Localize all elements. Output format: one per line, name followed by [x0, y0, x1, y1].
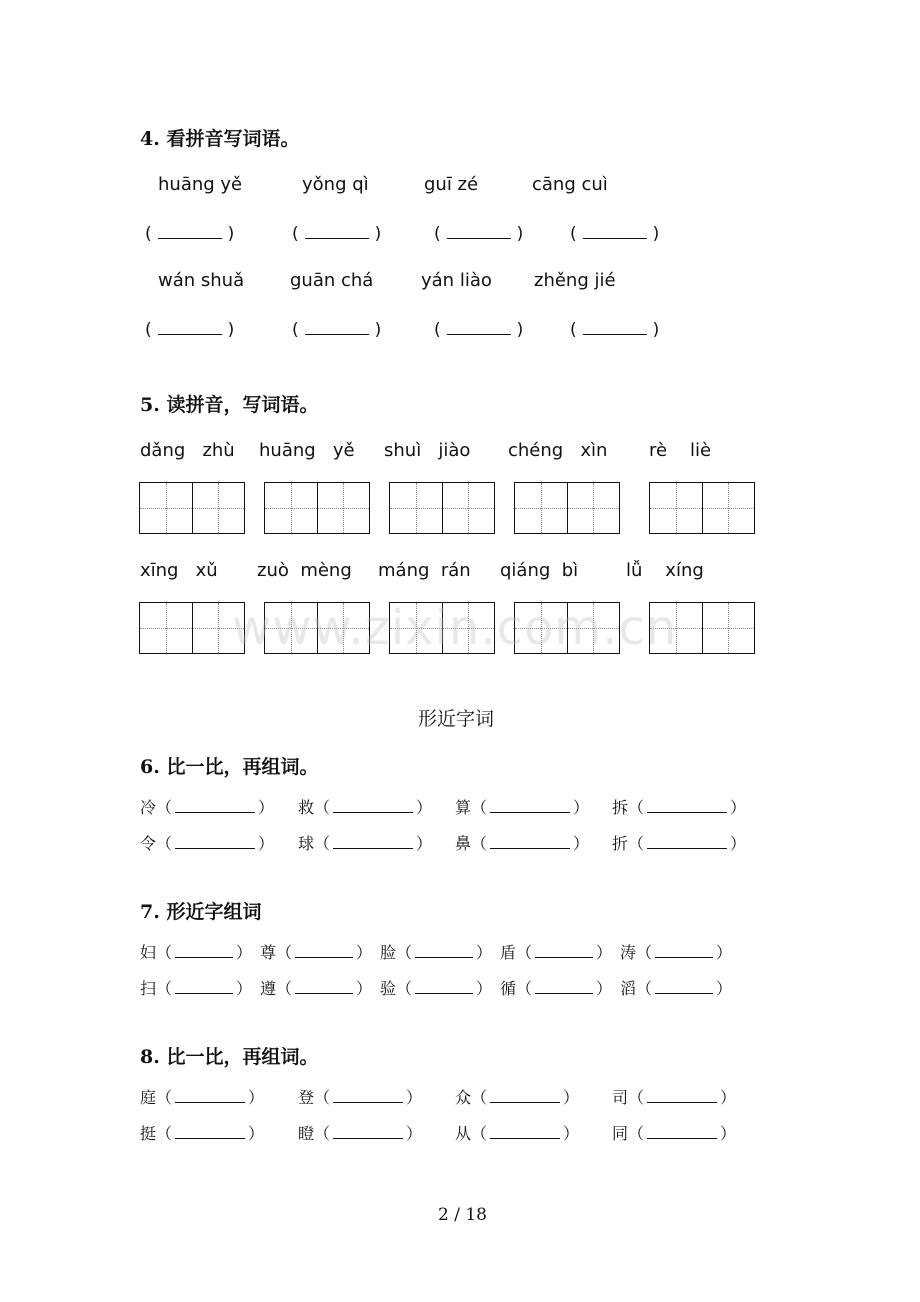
- pinyin: zuò mèng: [257, 560, 352, 581]
- char-blank[interactable]: 从（ ）: [455, 1124, 580, 1143]
- char-blank[interactable]: 验（ ）: [380, 979, 493, 998]
- q5-title: 5. 读拼音，写词语。: [140, 394, 319, 416]
- char-blank[interactable]: 涛（ ）: [620, 943, 733, 962]
- answer-blank[interactable]: ( ): [145, 224, 235, 244]
- pinyin: shuì jiào: [384, 440, 471, 461]
- char-blank[interactable]: 循（ ）: [500, 979, 613, 998]
- q7-title: 7. 形近字组词: [140, 901, 262, 923]
- char-blank[interactable]: 登（ ）: [298, 1088, 423, 1107]
- pinyin: cāng cuì: [532, 174, 608, 195]
- pinyin: dǎng zhù: [140, 440, 235, 461]
- char-blank[interactable]: 鼻（ ）: [455, 834, 590, 853]
- char-blank[interactable]: 庭（ ）: [140, 1088, 265, 1107]
- writing-grid[interactable]: [514, 482, 620, 534]
- writing-grid[interactable]: [139, 602, 245, 654]
- char-blank[interactable]: 挺（ ）: [140, 1124, 265, 1143]
- char-blank[interactable]: 众（ ）: [455, 1088, 580, 1107]
- char-blank[interactable]: 球（ ）: [298, 834, 433, 853]
- answer-blank[interactable]: ( ): [434, 224, 524, 244]
- pinyin: huāng yě: [259, 440, 355, 461]
- char-blank[interactable]: 扫（ ）: [140, 979, 253, 998]
- section-title: 形近字词: [418, 708, 495, 730]
- char-blank[interactable]: 滔（ ）: [620, 979, 733, 998]
- char-blank[interactable]: 遵（ ）: [260, 979, 373, 998]
- writing-grid[interactable]: [139, 482, 245, 534]
- writing-grid[interactable]: [264, 482, 370, 534]
- pinyin: rè liè: [649, 440, 712, 461]
- pinyin: yǒng qì: [302, 174, 369, 195]
- char-blank[interactable]: 司（ ）: [612, 1088, 737, 1107]
- pinyin: xīng xǔ: [140, 560, 218, 581]
- pinyin: guī zé: [424, 174, 479, 195]
- pinyin: chéng xìn: [508, 440, 608, 461]
- pinyin: zhěng jié: [534, 270, 616, 291]
- pinyin: lǚ xíng: [626, 560, 704, 581]
- answer-blank[interactable]: ( ): [434, 320, 524, 340]
- char-blank[interactable]: 瞪（ ）: [298, 1124, 423, 1143]
- pinyin: guān chá: [290, 270, 374, 291]
- q8-title: 8. 比一比，再组词。: [140, 1046, 319, 1068]
- char-blank[interactable]: 算（ ）: [455, 798, 590, 817]
- answer-blank[interactable]: ( ): [145, 320, 235, 340]
- char-blank[interactable]: 妇（ ）: [140, 943, 253, 962]
- q4-title: 4. 看拼音写词语。: [140, 128, 300, 150]
- char-blank[interactable]: 同（ ）: [612, 1124, 737, 1143]
- answer-blank[interactable]: ( ): [570, 224, 660, 244]
- writing-grid[interactable]: [649, 482, 755, 534]
- q6-title: 6. 比一比，再组词。: [140, 756, 319, 778]
- char-blank[interactable]: 救（ ）: [298, 798, 433, 817]
- pinyin: huāng yě: [158, 174, 243, 195]
- char-blank[interactable]: 令（ ）: [140, 834, 275, 853]
- writing-grid[interactable]: [389, 482, 495, 534]
- char-blank[interactable]: 尊（ ）: [260, 943, 373, 962]
- char-blank[interactable]: 折（ ）: [612, 834, 747, 853]
- char-blank[interactable]: 冷（ ）: [140, 798, 275, 817]
- answer-blank[interactable]: ( ): [292, 224, 382, 244]
- watermark: www.zixin.com.cn: [232, 600, 678, 656]
- char-blank[interactable]: 脸（ ）: [380, 943, 493, 962]
- answer-blank[interactable]: ( ): [292, 320, 382, 340]
- page-number: 2 / 18: [438, 1205, 487, 1225]
- pinyin: yán liào: [421, 270, 492, 291]
- pinyin: qiáng bì: [500, 560, 579, 581]
- pinyin: máng rán: [378, 560, 471, 581]
- pinyin: wán shuǎ: [158, 270, 245, 291]
- answer-blank[interactable]: ( ): [570, 320, 660, 340]
- char-blank[interactable]: 盾（ ）: [500, 943, 613, 962]
- char-blank[interactable]: 拆（ ）: [612, 798, 747, 817]
